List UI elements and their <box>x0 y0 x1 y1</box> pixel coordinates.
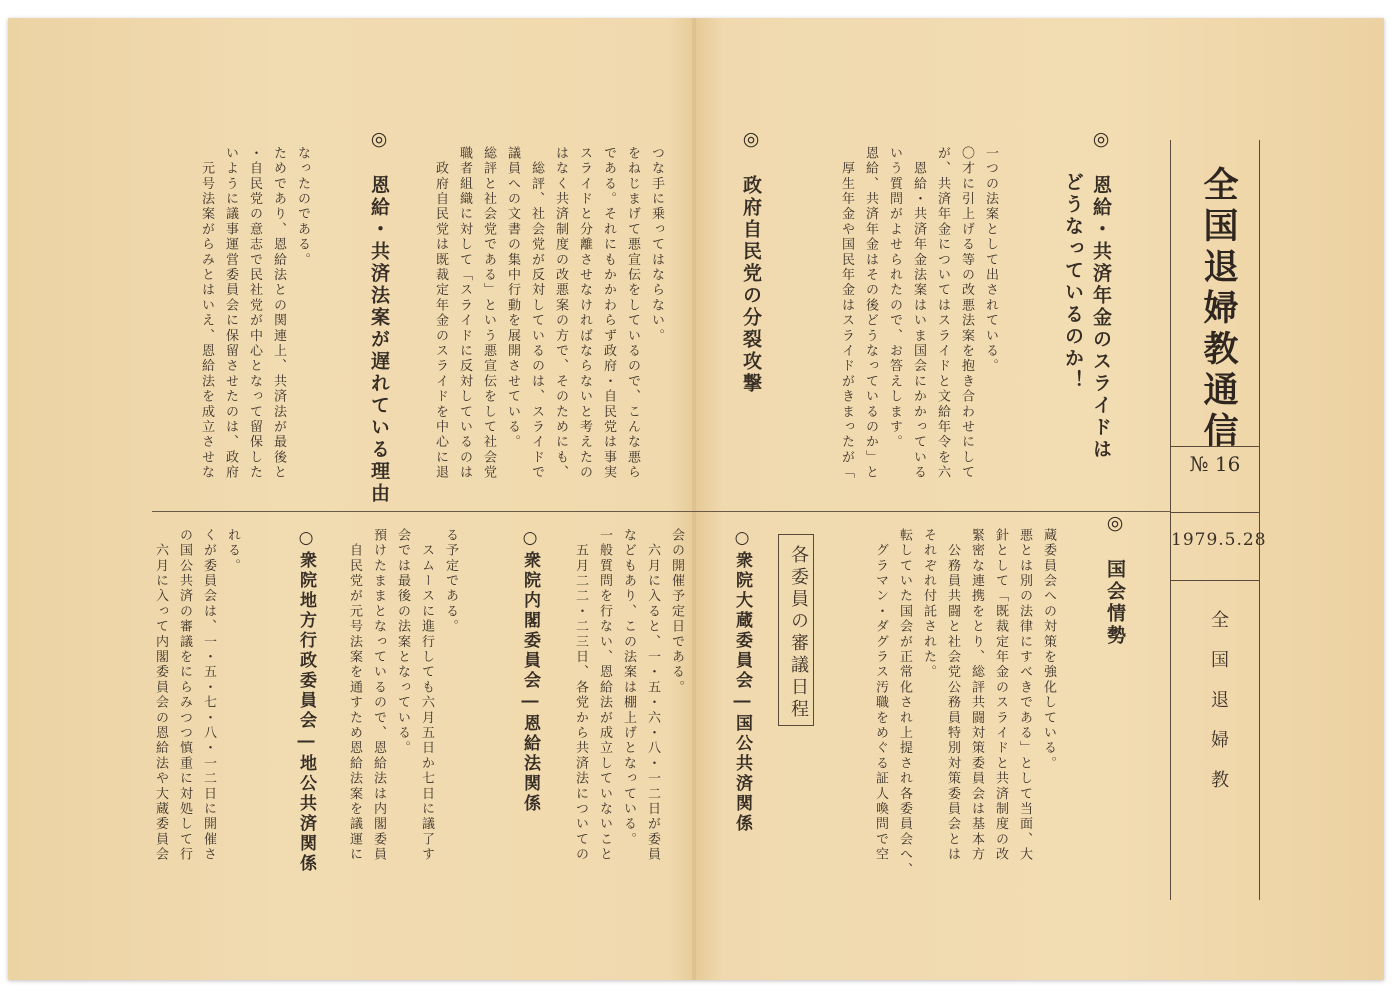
section-divider <box>152 511 1170 512</box>
publisher-name: 全国退婦教 <box>1208 610 1229 810</box>
schedule-box-label: 各委員の審議日程 <box>788 545 809 721</box>
section-heading-pension-slide-2: どうなっているのか！ <box>1062 128 1084 392</box>
issue-number: № 16 <box>1189 452 1241 476</box>
article-delay-reason: なったのである。 ためであり、恩給法との関連上、共済法が最後と ・自民党の意志で民社党が中心となって留保した いように議事運営委員会に保留させたのは、政府 元号法案がらみとはいえ、恩給法を成立させな <box>199 146 310 481</box>
section-heading-diet-situation: ◎ 国会情勢 <box>1104 512 1126 647</box>
section-heading-split-attack: ◎ 政府自民党の分裂攻撃 <box>740 128 762 395</box>
article-pension-slide: 一つの法案として出されている。 〇才に引上げる等の改悪法案を抱き合わせにして が、共済年金についてはスライドと文給年令を六 恩給・共済年金法案はいま国会にかかっている いう質問がよせられたので、お答えします。 恩給、共済年金はその後どうなっているのか」と 厚生年金や国民年金はスライドがきまったが「 <box>839 146 998 481</box>
masthead-divider <box>1171 512 1259 513</box>
newsletter-page <box>8 18 1384 980</box>
section-heading-finance-committee: ○衆院大蔵委員会―国公共済関係 <box>732 528 752 834</box>
section-heading-delay-reason: ◎ 恩給・共済法案が遅れている理由 <box>368 128 390 505</box>
article-finance-committee: 会の開催予定日である。 六月に入ると、一・五・六・八・一二日が委員 などもあり、この法案は棚上げとなっている。 一般質問を行ない、恩給法が成立していないこと 五月二二・二三日、各党から共済法についての <box>573 528 684 863</box>
article-split-attack: つな手に乗ってはならない。 をねじまげて悪宣伝をしているので、こんな悪ら である。それにもかかわらず政府・自民党は事実 スライドと分離させなければならないと考えたの はなく共済制度の改悪案の方で、そのためにも、 総評、社会党が反対しているのは、スライドで 議員への文書の集中行動を展開させている。 総評と社会党である」という悪宣伝をして社会党 職者組織に対して「スライドに反対しているのは 政府自民党は既裁定年金のスライドを中心に退 <box>433 146 664 481</box>
section-heading-cabinet-committee: ○衆院内閣委員会―恩給法関係 <box>520 528 540 814</box>
newsletter-title: 全国退婦教通信 <box>1198 166 1239 453</box>
section-heading-pension-slide: ◎ 恩給・共済年金のスライドは <box>1090 128 1112 461</box>
center-fold <box>692 18 696 980</box>
article-local-admin-committee: れる。 くが委員会は、一・五・七・八・一二日に開催さ の国公共済の審議をにらみつつ慎重に対処して行 六月に入って内閣委員会の恩給法や大蔵委員会 <box>153 528 240 863</box>
article-cabinet-committee: る予定である。 スムースに進行しても六月五日か七日に議了す 会では最後の法案となっている。 預けたままとなっているので、恩給法は内閣委員 自民党が元号法案を通すため恩給法案を議運に <box>347 528 458 863</box>
schedule-box <box>778 534 814 726</box>
issue-date: 1979.5.28 <box>1171 530 1267 550</box>
masthead-divider <box>1171 446 1259 447</box>
article-diet-situation: 蔵委員会への対策を強化している。 悪とは別の法律にすべきである」として当面、大 針として「既裁定年金のスライドと共済制度の改 緊密な連携をとり、総評共闘対策委員会は基本方 公務員共闘と社会党公務員特別対策委員会とは それぞれ付託された。 転していた国会が正常化され上提され各委員会へ、 グラマン・ダグラス汚職をめぐる証人喚問で空 <box>873 528 1056 878</box>
masthead-divider <box>1171 580 1259 581</box>
masthead <box>1170 140 1267 900</box>
section-heading-local-admin-committee: ○衆院地方行政委員会―地公共済関係 <box>296 528 316 874</box>
